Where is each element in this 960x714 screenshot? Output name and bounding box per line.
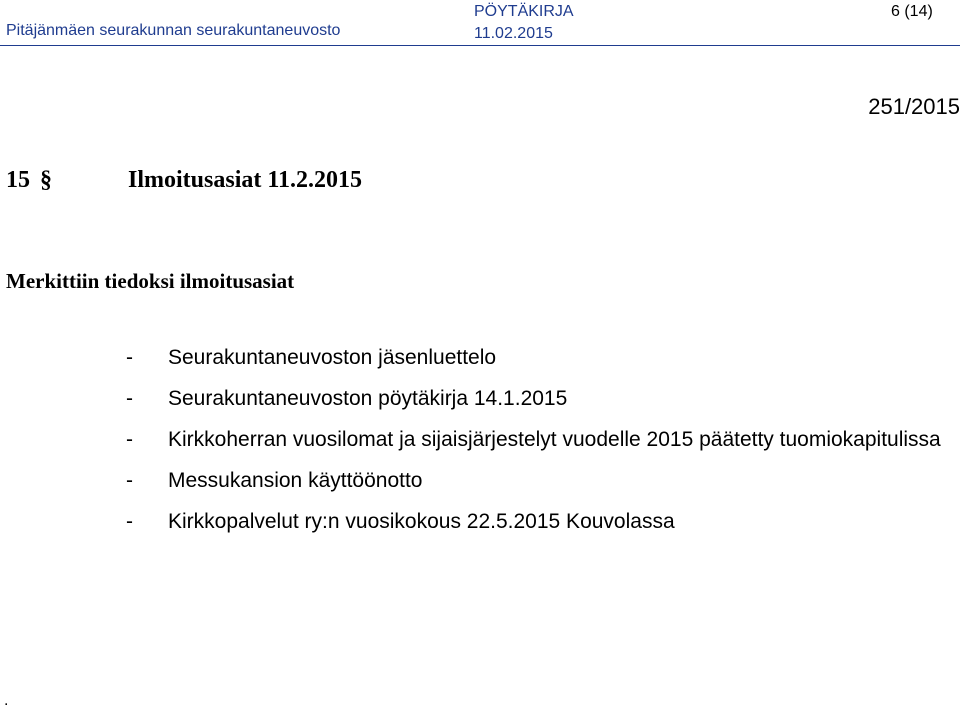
list-item	[126, 342, 956, 373]
header-organization: Pitäjänmäen seurakunnan seurakuntaneuvosto	[6, 22, 341, 39]
section-number: 15	[6, 167, 30, 193]
intro-text: Merkittiin tiedoksi ilmoitusasiat	[6, 269, 295, 293]
list-item-text: Seurakuntaneuvoston pöytäkirja 14.1.2015	[168, 387, 568, 410]
footer-mark: .	[4, 692, 9, 709]
list-item-text: Kirkkoherran vuosilomat ja sijaisjärjestelyt vuodelle 2015 päätetty tuomiokapitulissa	[168, 428, 941, 451]
notice-list	[126, 342, 956, 547]
list-dash: -	[126, 387, 133, 410]
list-dash: -	[126, 469, 133, 492]
header-doc-type: PÖYTÄKIRJA	[474, 3, 574, 20]
list-item-text: Messukansion käyttöönotto	[168, 469, 423, 492]
list-dash: -	[126, 428, 133, 451]
list-dash: -	[126, 346, 133, 369]
list-dash: -	[126, 510, 133, 533]
list-item	[126, 465, 956, 496]
list-item-text: Seurakuntaneuvoston jäsenluettelo	[168, 346, 497, 369]
list-item	[126, 424, 956, 455]
header-date: 11.02.2015	[474, 25, 553, 42]
section-title: Ilmoitusasiat 11.2.2015	[128, 167, 363, 193]
header-page-number: 6 (14)	[891, 3, 933, 20]
header-divider	[0, 45, 960, 46]
list-item-text: Kirkkopalvelut ry:n vuosikokous 22.5.2015 Kouvolassa	[168, 510, 675, 533]
list-item	[126, 506, 956, 537]
section-mark: §	[40, 167, 52, 193]
list-item	[126, 383, 956, 414]
reference-number: 251/2015	[868, 94, 960, 119]
